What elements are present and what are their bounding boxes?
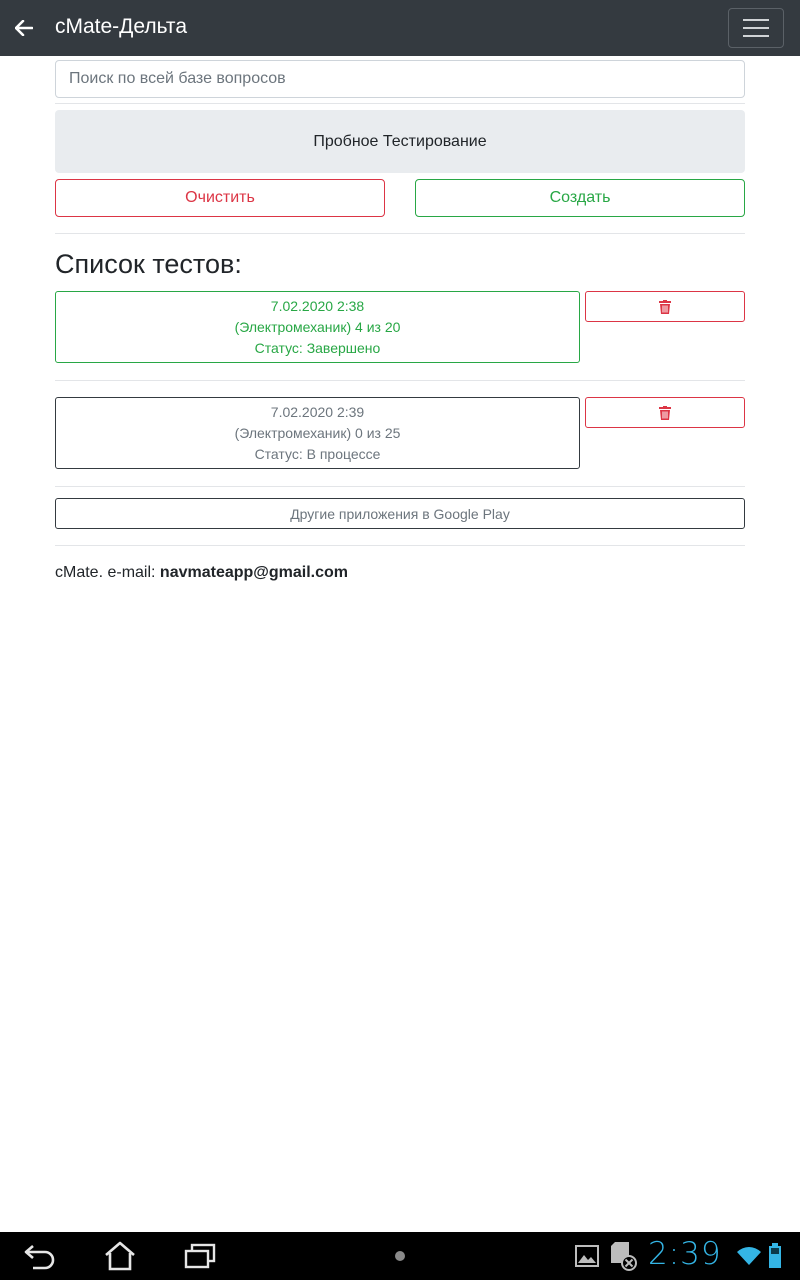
system-menu-dot[interactable] xyxy=(382,1240,418,1272)
divider xyxy=(55,545,745,546)
back-button[interactable] xyxy=(10,14,38,42)
arrow-left-icon xyxy=(15,20,33,36)
test-item-1[interactable] xyxy=(55,291,580,363)
system-recents-button[interactable] xyxy=(182,1240,218,1272)
test-item-status: Статус: В процессе xyxy=(254,445,381,462)
home-icon xyxy=(104,1241,136,1271)
hamburger-icon xyxy=(743,19,769,21)
undo-back-icon xyxy=(23,1242,57,1270)
app-title: cMate-Дельта xyxy=(55,15,187,38)
footer-email[interactable]: navmateapp@gmail.com xyxy=(159,564,349,581)
hamburger-icon-bar xyxy=(743,27,769,29)
test-list-title: Список тестов: xyxy=(55,249,242,279)
system-home-button[interactable] xyxy=(102,1240,138,1272)
divider xyxy=(55,486,745,487)
app-bar xyxy=(0,0,800,56)
search-input[interactable] xyxy=(55,60,745,98)
recent-apps-icon xyxy=(184,1242,216,1270)
trial-test-button[interactable]: Пробное Тестирование xyxy=(55,110,745,173)
divider xyxy=(55,103,745,104)
delete-test-2-button[interactable] xyxy=(585,397,745,428)
test-item-summary: (Электромеханик) 0 из 25 xyxy=(234,424,401,441)
divider xyxy=(55,233,745,234)
sdcard-notification[interactable] xyxy=(605,1240,641,1272)
trash-icon xyxy=(659,300,671,314)
system-back-button[interactable] xyxy=(22,1240,58,1272)
hamburger-icon-bar xyxy=(743,35,769,37)
divider xyxy=(55,380,745,381)
create-button[interactable]: Создать xyxy=(415,179,745,217)
google-play-button[interactable]: Другие приложения в Google Play xyxy=(55,498,745,529)
delete-test-1-button[interactable] xyxy=(585,291,745,322)
sdcard-error-icon xyxy=(609,1241,637,1271)
test-item-status: Статус: Завершено xyxy=(254,339,381,356)
battery-icon xyxy=(768,1243,782,1269)
system-clock: 2:39 xyxy=(648,1236,722,1272)
dot-icon xyxy=(394,1250,406,1262)
test-item-summary: (Электромеханик) 4 из 20 xyxy=(234,318,401,335)
test-item-2[interactable] xyxy=(55,397,580,469)
wifi-icon xyxy=(736,1246,762,1266)
footer-contact xyxy=(55,564,348,582)
gallery-notification[interactable] xyxy=(569,1240,605,1272)
menu-button[interactable] xyxy=(728,8,784,48)
clear-button[interactable]: Очистить xyxy=(55,179,385,217)
test-item-date: 7.02.2020 2:38 xyxy=(270,297,365,314)
footer-prefix: cMate. e-mail: xyxy=(55,564,160,581)
test-item-date: 7.02.2020 2:39 xyxy=(270,403,365,420)
trash-icon xyxy=(659,406,671,420)
image-icon xyxy=(575,1245,599,1267)
